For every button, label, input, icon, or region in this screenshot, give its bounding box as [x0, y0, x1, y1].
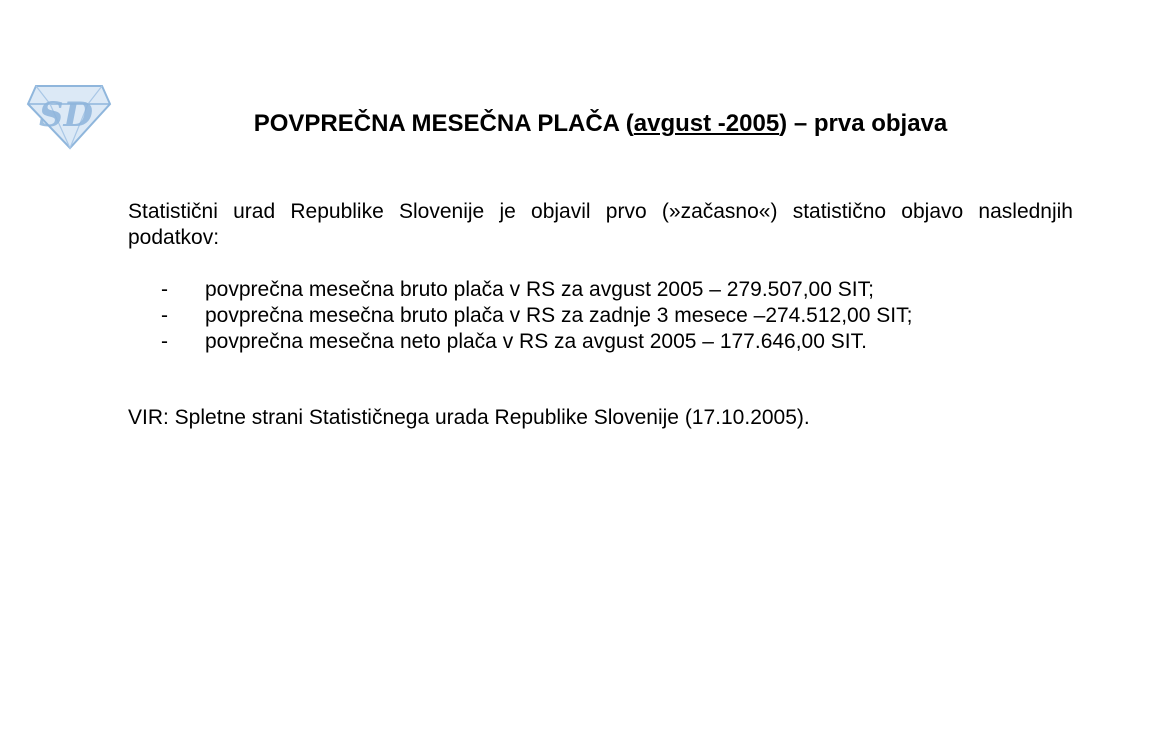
title-period: avgust -2005 — [633, 110, 780, 137]
list-dash: - — [161, 304, 168, 327]
list-dash: - — [161, 330, 168, 353]
intro-paragraph: Statistični urad Republike Slovenije je objavil prvo (»začasno«) statistično objavo naslednjih podatkov: — [128, 200, 1073, 249]
title-suffix: ) – prva objava — [779, 110, 948, 137]
list-item-text: povprečna mesečna neto plača v RS za avgust 2005 – 177.646,00 SIT. — [205, 330, 867, 353]
list-item — [128, 329, 1073, 355]
list-item — [128, 303, 1073, 329]
salary-list — [128, 277, 1073, 355]
page-title — [0, 108, 1157, 140]
list-dash: - — [161, 278, 168, 301]
list-item — [128, 277, 1073, 303]
logo-letters: SD — [38, 95, 94, 135]
source-note: VIR: Spletne strani Statističnega urada Republike Slovenije (17.10.2005). — [128, 406, 810, 429]
list-item-text: povprečna mesečna bruto plača v RS za avgust 2005 – 279.507,00 SIT; — [205, 278, 874, 301]
title-prefix: POVPREČNA MESEČNA PLAČA ( — [253, 110, 634, 137]
list-item-text: povprečna mesečna bruto plača v RS za zadnje 3 mesece –274.512,00 SIT; — [205, 304, 913, 327]
